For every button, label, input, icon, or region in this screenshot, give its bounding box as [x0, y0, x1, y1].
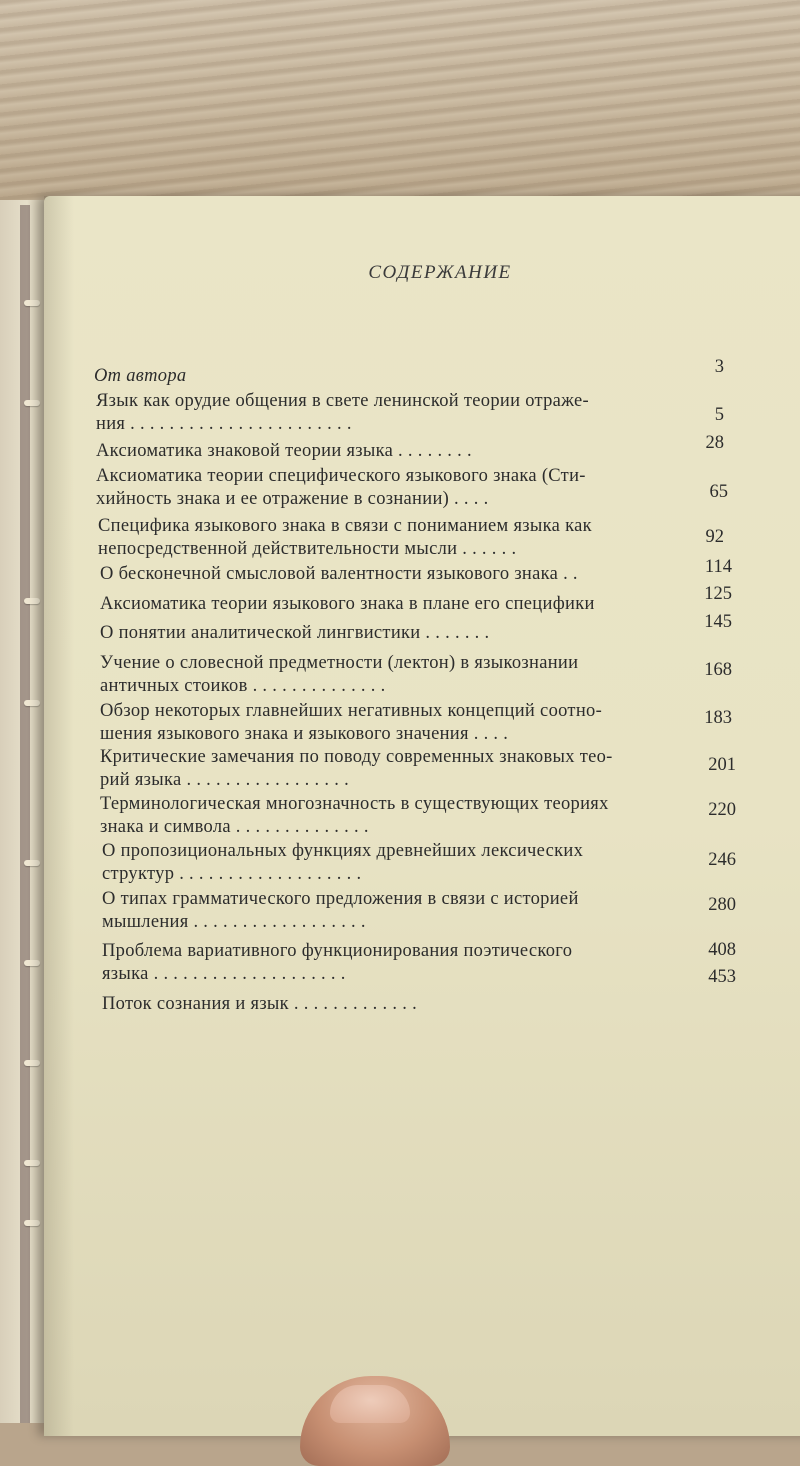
toc-page-number: 3	[714, 357, 724, 377]
toc-entry	[102, 888, 702, 934]
toc-entry-title: О типах грамматического предложения в связи с историей	[102, 889, 579, 909]
toc-entry-title: Учение о словесной предметности (лектон) в языкознании	[100, 653, 579, 673]
toc-entry	[100, 700, 700, 746]
toc-entry-title: О понятии аналитической лингвистики . . . . . . .	[100, 623, 490, 643]
toc-entry-title: рий языка . . . . . . . . . . . . . . . . .	[100, 770, 349, 790]
toc-page-number: 28	[705, 433, 724, 453]
contents-heading: СОДЕРЖАНИЕ	[368, 262, 512, 283]
toc-entry-title: Обзор некоторых главнейших негативных концепций соотно-	[100, 701, 603, 721]
toc-entry	[102, 840, 702, 886]
toc-entry	[98, 515, 698, 561]
toc-entry-title: ния . . . . . . . . . . . . . . . . . . . . . . .	[96, 414, 352, 434]
toc-entry-title: языка . . . . . . . . . . . . . . . . . . . .	[102, 964, 346, 984]
toc-page-number: 201	[708, 755, 736, 775]
toc-entry-title: шения языкового знака и языкового значения . . . .	[100, 724, 509, 744]
toc-entry-title: Критические замечания по поводу современных знаковых тео-	[100, 747, 613, 767]
toc-entry-title: мышления . . . . . . . . . . . . . . . . . .	[102, 912, 366, 932]
toc-entry	[94, 365, 694, 388]
toc-entry	[96, 465, 696, 511]
toc-page-number: 246	[708, 850, 736, 870]
toc-entry-title: От автора	[94, 366, 187, 386]
toc-page-number: 92	[705, 527, 724, 547]
toc-entry	[100, 622, 700, 645]
toc-page-number: 280	[708, 895, 736, 915]
toc-page-number: 125	[704, 584, 732, 604]
toc-entry-title: О пропозициональных функциях древнейших лексических	[102, 841, 584, 861]
toc-entry-title: Аксиоматика знаковой теории языка . . . . . . . .	[96, 441, 472, 461]
thumb-nail	[330, 1385, 410, 1423]
toc-entry-title: знака и символа . . . . . . . . . . . . . .	[100, 817, 369, 837]
toc-entry	[102, 993, 702, 1016]
toc-entry-title: О бесконечной смысловой валентности языкового знака . .	[100, 564, 578, 584]
toc-entry	[102, 940, 702, 986]
toc-page-number: 65	[709, 482, 728, 502]
toc-page-number: 453	[708, 967, 736, 987]
toc-entry-title: античных стоиков . . . . . . . . . . . . . .	[100, 676, 386, 696]
toc-entry	[100, 563, 700, 586]
toc-entry-title: структур . . . . . . . . . . . . . . . . . . .	[102, 864, 362, 884]
toc-page-number: 145	[704, 612, 732, 632]
toc-entry	[96, 390, 696, 436]
toc-entry	[100, 593, 740, 616]
toc-entry-title: Поток сознания и язык . . . . . . . . . . . . .	[102, 994, 417, 1014]
toc-entry	[100, 652, 700, 698]
toc-entry-title: Аксиоматика теории языкового знака в плане его специфики	[100, 594, 595, 614]
toc-entry	[96, 440, 696, 463]
toc-entry-title: непосредственной действительности мысли . . . . . .	[98, 539, 517, 559]
toc-page-number: 5	[714, 405, 724, 425]
toc-entry-title: Язык как орудие общения в свете ленинской теории отраже-	[96, 391, 589, 411]
toc-entry-title: Аксиоматика теории специфического языкового знака (Сти-	[96, 466, 586, 486]
toc-page-number: 220	[708, 800, 736, 820]
toc-page-number: 114	[704, 557, 732, 577]
toc-entry-title: Терминологическая многозначность в существующих теориях	[100, 794, 609, 814]
toc-page-number: 168	[704, 660, 732, 680]
toc-page-number: 183	[704, 708, 732, 728]
toc-entry	[100, 746, 700, 792]
toc-entry-title: Специфика языкового знака в связи с пониманием языка как	[98, 516, 592, 536]
toc-entry-title: Проблема вариативного функционирования поэтического	[102, 941, 573, 961]
toc-page-number: 408	[708, 940, 736, 960]
toc-entry	[100, 793, 700, 839]
toc-entry-title: хийность знака и ее отражение в сознании) . . . .	[96, 489, 489, 509]
